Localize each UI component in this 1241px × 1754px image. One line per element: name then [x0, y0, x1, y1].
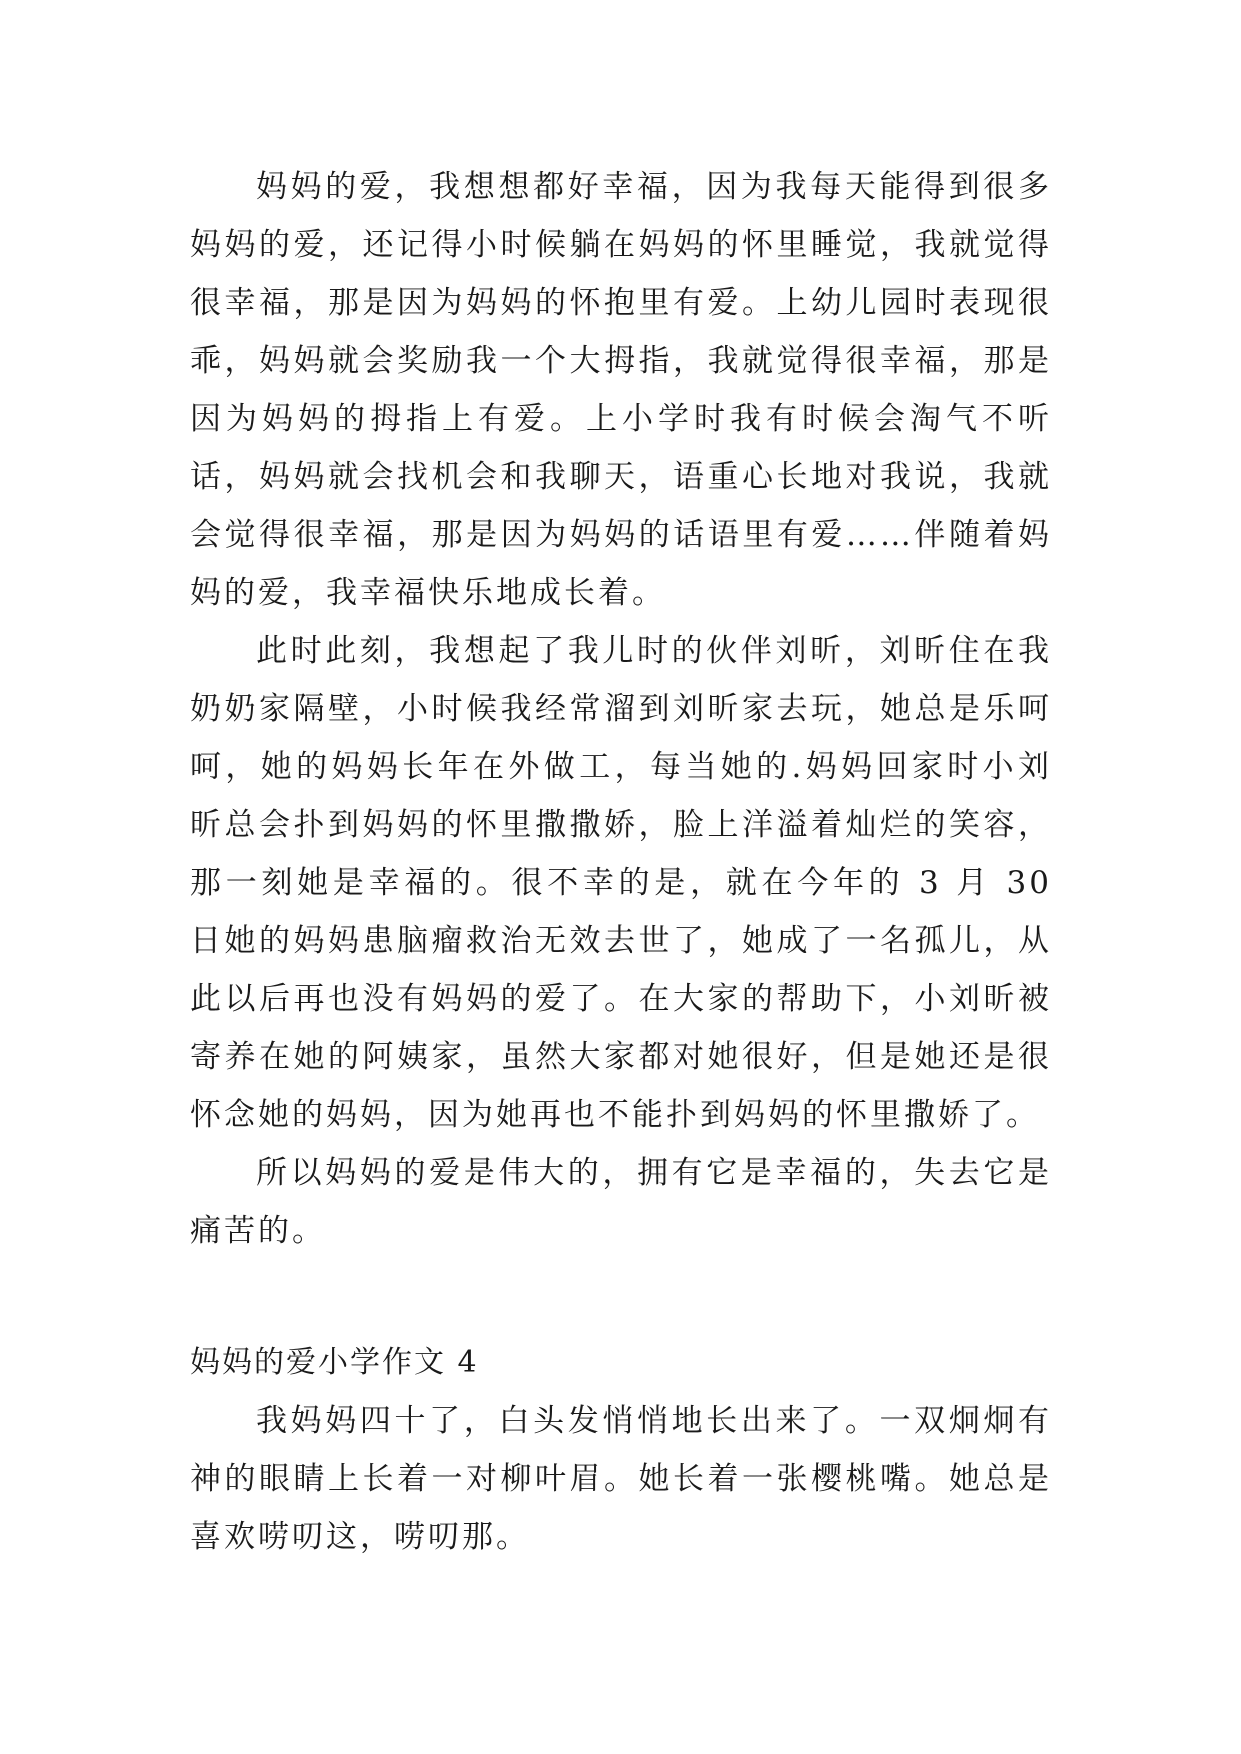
paragraph-mothers-love: 妈妈的爱，我想想都好幸福，因为我每天能得到很多妈妈的爱，还记得小时候躺在妈妈的怀里睡觉，我就觉得很幸福，那是因为妈妈的怀抱里有爱。上幼儿园时表现很乖，妈妈就会奖励我一个大拇指，我就觉得很幸福，那是因为妈妈的拇指上有爱。上小学时我有时候会淘气不听话，妈妈就会找机会和我聊天，语重心长地对我说，我就会觉得很幸福，那是因为妈妈的话语里有爱……伴随着妈妈的爱，我幸福快乐地成长着。 [190, 169, 1052, 611]
paragraph-conclusion: 所以妈妈的爱是伟大的，拥有它是幸福的，失去它是痛苦的。 [190, 1155, 1052, 1249]
section-heading: 妈妈的爱小学作文 4 [190, 1345, 479, 1380]
paragraph-friend-liu-xin: 此时此刻，我想起了我儿时的伙伴刘昕，刘昕住在我奶奶家隔壁，小时候我经常溜到刘昕家去玩，她总是乐呵呵，她的妈妈长年在外做工，每当她的.妈妈回家时小刘昕总会扑到妈妈的怀里撒撒娇，脸上洋溢着灿烂的笑容，那一刻她是幸福的。很不幸的是，就在今年的 3 月 30 日她的妈妈患脑瘤救治无效去世了，她成了一名孤儿，从此以后再也没有妈妈的爱了。在大家的帮助下，小刘昕被寄养在她的阿姨家，虽然大家都对她很好，但是她还是很怀念她的妈妈，因为她再也不能扑到妈妈的怀里撒娇了。 [190, 633, 1052, 1133]
paragraph-my-mother: 我妈妈四十了，白头发悄悄地长出来了。一双炯炯有神的眼睛上长着一对柳叶眉。她长着一张樱桃嘴。她总是喜欢唠叨这，唠叨那。 [190, 1403, 1052, 1555]
document-body [190, 158, 1052, 1566]
